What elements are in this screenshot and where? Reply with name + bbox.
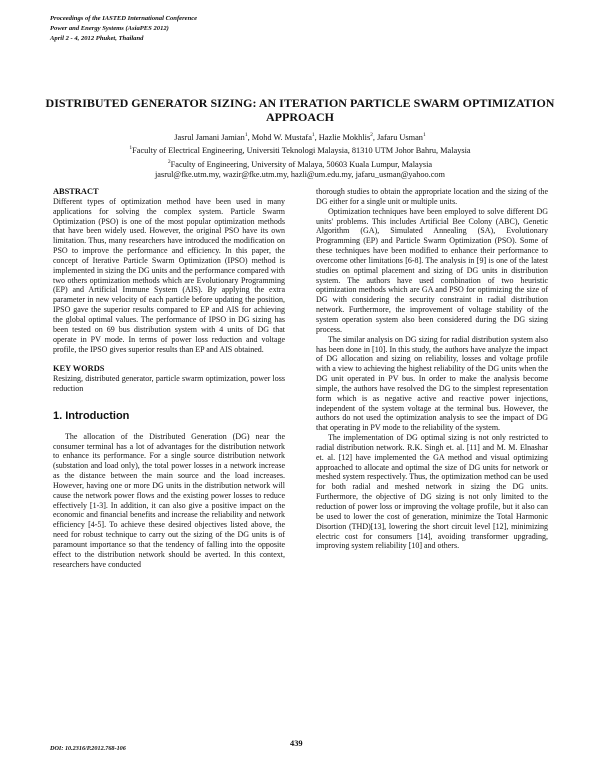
affiliation-2-sup: 2: [167, 158, 171, 165]
body-paragraph-3: The implementation of DG optimal sizing is not only restricted to radial distribution network. R.K. Singh et. al. [11] and M. M. Elnashar et. al. [12] have implemented the GA method and visual optimizing approached to allocate and optimal the size of DG units for network or meshed system respectively. Thus, the optimization method can be used for both radial and meshed network in sizing the DG units. Furthermore, the objective of DG sizing is not only limited to the reduction of power loss or improving the voltage profile, but it also can be used to lower the cost of generation, minimize the Total Harmonic Disortion (THD)[13], lowering the short circuit level [12], minimizing electric cost for consumers [14], avoiding transformer upgrading, improving system reliability [10] and others.: [316, 433, 548, 551]
author-emails: jasrul@fke.utm.my, wazir@fke.utm.my, hazli@um.edu.my, jafaru_usman@yahoo.com: [155, 170, 445, 180]
author-2: Mohd W. Mustafa: [251, 132, 312, 142]
author-sep: ,: [314, 132, 319, 142]
conference-name: Proceedings of the IASTED International Conference: [50, 15, 198, 22]
affiliation-2-text: Faculty of Engineering, University of Malaya, 50603 Kuala Lumpur, Malaysia: [170, 159, 433, 169]
author-list: [40, 130, 560, 143]
author-sep: ,: [247, 132, 252, 142]
doi-footer: DOI: 10.2316/P.2012.768-106: [50, 745, 126, 752]
author-4: Jafaru Usman: [377, 132, 423, 142]
right-column: [316, 187, 548, 551]
affiliation-1-text: Faculty of Electrical Engineering, Universiti Teknologi Malaysia, 81310 UTM Johor Bahru, Malaysia: [132, 146, 471, 156]
author-block: [40, 130, 560, 181]
affiliation-2: [40, 157, 560, 170]
abstract-text: Different types of optimization method have been used in many applications for solving the complex system. Particle Swarm Optimization (PSO) is one of the most popular optimization methods that have been widely used. However, the original PSO have its own limitation. Thus, many researchers have introduced the modification on PSO to improve the performance and efficiency. In this paper, the concept of Iterative Particle Swarm Optimization (IPSO) method is implemented in sizing the DG units and the performance compared with two others optimization methods which are Evolutionary Programming (EP) and Artificial Immune System (AIS). By applying the extra parameter in new velocity of each particle before updating the position, IPSO gave the superior results compared to EP and AIS for achieving the global optimal values. The performance of IPSO in DG sizing has been tested on 69 bus distribution system with 4 units of DG that operate in PV mode. In terms of power loss reduction and voltage profile, the IPSO gives superior results than EP and AIS obtained.: [53, 196, 285, 354]
intro-heading: 1. Introduction: [53, 409, 130, 422]
conference-header: [50, 14, 197, 43]
author-3-sup: 2: [370, 132, 373, 138]
author-1-sup: 1: [244, 132, 248, 138]
affiliation-1: [40, 143, 560, 156]
author-3: Hazlie Mokhlis: [318, 132, 371, 142]
author-sep: ,: [372, 132, 378, 142]
author-2-sup: 1: [311, 132, 315, 138]
author-4-sup: 1: [422, 132, 426, 138]
intro-paragraph-1: The allocation of the Distributed Generation (DG) near the consumer terminal has a lot of advantages for the distribution network to enhance its performance. For a single source distribution network (substation and load only), the total power losses in a network increase as the distance between the main source and the load increases. However, having one or more DG units in the distribution network will cause the network power flows and the existing power losses to reduce effectively [1-3]. In addition, it can also give a positive impact on the economic and financial benefits and increase the reliability and network efficiency [4-5]. To achieve these desired objectives listed above, the need for robust technique to carry out the sizing of the DG units is of paramount importance so that the tendency of falling into the opposite effect to the distribution network should be averted. In this context, researchers have conducted: [53, 431, 285, 569]
keywords-text: Resizing, distributed generator, particle swarm optimization, power loss reduction: [53, 374, 285, 394]
body-paragraph-2: The similar analysis on DG sizing for radial distribution system also has been done in [10]. In this study, the authors have analyze the impact of DG allocation and sizing on reliability, losses and voltage profile with a view to achieving the highest reliability of the DG units when the DG unit operated in PV bus. In order to make the analysis become simple, the authors have resolved the DG to the simplest representation form which is as negative active and reactive power injections, independent of the system voltage at the terminal bus. However, the authors do not used the optimization analysis to see the impact of DG that operating in PV mode to the reliability of the system.: [316, 334, 548, 433]
conference-date: April 2 - 4, 2012 Phuket, Thailand: [50, 34, 144, 42]
keywords-heading: KEY WORDS: [53, 364, 105, 374]
affiliation-1-sup: 1: [129, 145, 133, 152]
paper-title: DISTRIBUTED GENERATOR SIZING: AN ITERATION PARTICLE SWARM OPTIMIZATION APPROACH: [45, 96, 555, 124]
body-paragraph-0: thorough studies to obtain the appropriate location and the sizing of the DG either for a single unit or multiple units.: [316, 187, 548, 206]
conference-subtitle: Power and Energy Systems (AsiaPES 2012): [50, 24, 169, 32]
abstract-heading: ABSTRACT: [53, 187, 99, 196]
body-paragraph-1: Optimization techniques have been employed to solve different DG units' problems. This includes Artificial Bee Colony (ABC), Genetic Algorithm (GA), Simulated Annealing (SA), Evolutionary Programming (EP) and Particle Swarm Optimization (PSO). Some of these techniques have been modified to enhance their performance to overcome other limitations [6-8]. The analysis in [9] is one of the latest studies on optimal placement and sizing of DG units in distribution system. The authors have used combination of two heuristic optimization methods which are GA and PSO for optimizing the size of DG with considering the security constraint in radial distribution network. Furthermore, the improvement of voltage stability of the system operation system also been considered during the DG sizing process.: [316, 206, 548, 334]
page-number: 439: [290, 739, 303, 748]
author-1: Jasrul Jamani Jamian: [174, 132, 245, 142]
left-column: [53, 187, 285, 570]
